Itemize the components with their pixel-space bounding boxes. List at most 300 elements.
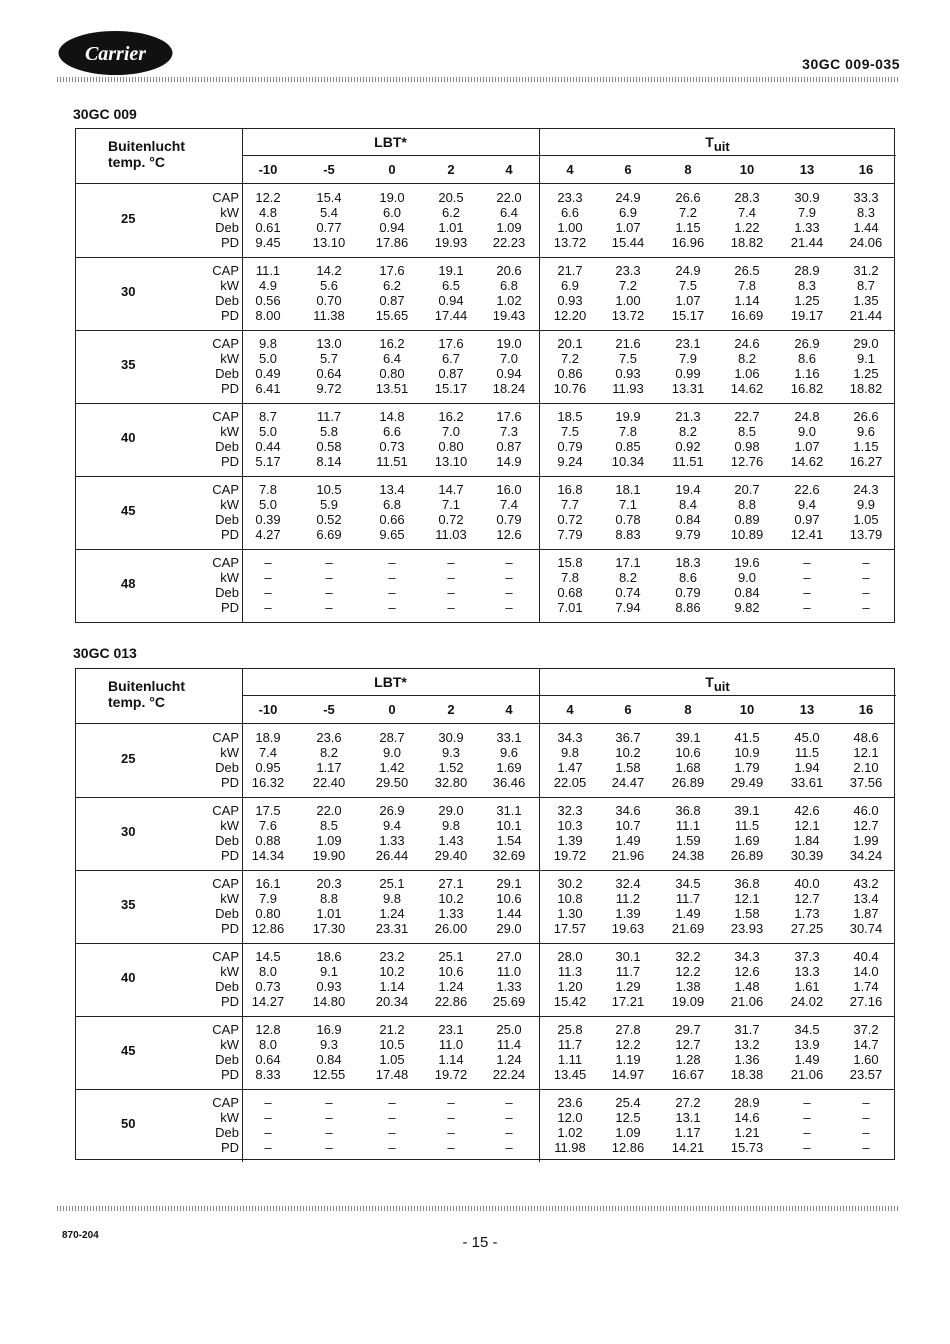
table-cell: 36.46 — [492, 775, 526, 790]
table-cell: 36.7 — [615, 730, 641, 745]
table-cell: 30.2 — [557, 876, 583, 891]
table-cell: 31.1 — [496, 803, 522, 818]
table-cell: – — [447, 585, 455, 600]
table-cell: 19.09 — [671, 994, 705, 1009]
outdoor-temp-label: 35 — [121, 897, 136, 912]
table-cell: 8.6 — [797, 351, 817, 366]
tuit-column-header: 8 — [684, 702, 692, 717]
table-row — [76, 235, 894, 250]
table-row — [76, 205, 894, 220]
table-cell: 1.07 — [675, 293, 701, 308]
table-cell: 11.03 — [435, 527, 467, 542]
table-cell: 13.4 — [379, 482, 405, 497]
table-cell: 26.89 — [730, 848, 764, 863]
table-row — [76, 1052, 894, 1067]
table-cell: 17.1 — [615, 555, 641, 570]
table-cell: 0.72 — [557, 512, 583, 527]
table-cell: 1.49 — [615, 833, 641, 848]
group-separator — [76, 797, 894, 798]
table-cell: 9.8 — [382, 891, 402, 906]
table-cell: 5.8 — [319, 424, 339, 439]
table-cell: 11.5 — [794, 745, 820, 760]
corner-line-2: temp. °C — [108, 154, 165, 170]
table-cell: 1.06 — [734, 366, 760, 381]
table-cell: 24.3 — [853, 482, 879, 497]
table-cell: 5.0 — [258, 497, 278, 512]
table-cell: – — [264, 1140, 272, 1155]
temperature-group — [76, 1016, 894, 1089]
table-cell: 27.0 — [496, 949, 522, 964]
table-row — [76, 730, 894, 745]
row-label: PD — [220, 921, 239, 936]
row-label: kW — [220, 1037, 239, 1052]
table-cell: 1.20 — [557, 979, 583, 994]
table-cell: 11.5 — [734, 818, 760, 833]
table-row — [76, 745, 894, 760]
row-label: Deb — [215, 366, 239, 381]
table-cell: 5.4 — [319, 205, 339, 220]
table-cell: 10.5 — [316, 482, 342, 497]
table-cell: 24.38 — [671, 848, 705, 863]
table-cell: 23.1 — [675, 336, 701, 351]
table-cell: 12.2 — [675, 964, 701, 979]
table-row — [76, 220, 894, 235]
table-row — [76, 381, 894, 396]
tuit-column-header: 10 — [739, 162, 755, 177]
table-cell: 5.0 — [258, 351, 278, 366]
row-label: CAP — [212, 1022, 239, 1037]
row-label: Deb — [215, 439, 239, 454]
temperature-group — [76, 724, 894, 797]
table-cell: 15.17 — [434, 381, 468, 396]
row-label: CAP — [212, 336, 239, 351]
table-cell: 1.33 — [496, 979, 522, 994]
table-cell: 30.1 — [615, 949, 641, 964]
table-row — [76, 1110, 894, 1125]
table-cell: 23.3 — [557, 190, 583, 205]
table-cell: 34.3 — [734, 949, 760, 964]
temperature-group — [76, 549, 894, 622]
table-cell: – — [325, 1140, 333, 1155]
lbt-column-header: -10 — [258, 702, 278, 717]
table-cell: 1.58 — [615, 760, 641, 775]
table-cell: 40.0 — [794, 876, 820, 891]
table-cell: 23.2 — [379, 949, 405, 964]
table-cell: 1.39 — [615, 906, 641, 921]
table-cell: 0.68 — [557, 585, 583, 600]
row-label: kW — [220, 745, 239, 760]
table-cell: 16.2 — [379, 336, 405, 351]
table-cell: 37.3 — [794, 949, 820, 964]
table-cell: 7.5 — [618, 351, 638, 366]
table-cell: 33.3 — [853, 190, 879, 205]
table-cell: 11.51 — [672, 454, 704, 469]
table-cell: 12.55 — [312, 1067, 346, 1082]
table-cell: 41.5 — [734, 730, 760, 745]
table-cell: 12.86 — [611, 1140, 645, 1155]
data-table-30gc-009 — [75, 128, 895, 623]
table-row — [76, 760, 894, 775]
table-cell: 9.0 — [737, 570, 757, 585]
table-cell: 28.7 — [379, 730, 405, 745]
table-cell: 17.30 — [312, 921, 346, 936]
table-cell: 12.6 — [496, 527, 522, 542]
row-label: CAP — [212, 876, 239, 891]
table-cell: 1.05 — [853, 512, 879, 527]
table-cell: 14.0 — [853, 964, 879, 979]
table-cell: 25.0 — [496, 1022, 522, 1037]
table-cell: 9.9 — [856, 497, 876, 512]
table-cell: 10.6 — [496, 891, 522, 906]
row-label: CAP — [212, 482, 239, 497]
table-cell: 16.1 — [255, 876, 281, 891]
table-cell: 1.59 — [675, 833, 701, 848]
table-cell: 8.7 — [258, 409, 278, 424]
table-cell: – — [388, 1095, 396, 1110]
table-cell: 22.0 — [496, 190, 522, 205]
table-cell: 26.6 — [675, 190, 701, 205]
table-cell: 1.01 — [316, 906, 342, 921]
temperature-group — [76, 943, 894, 1016]
table-cell: 16.67 — [671, 1067, 705, 1082]
table-cell: 10.1 — [496, 818, 522, 833]
table-cell: 1.02 — [496, 293, 522, 308]
table-cell: 11.1 — [255, 263, 281, 278]
table-row — [76, 366, 894, 381]
row-label: PD — [220, 775, 239, 790]
table-cell: 1.01 — [438, 220, 464, 235]
table-cell: 1.39 — [557, 833, 583, 848]
table-cell: 0.44 — [255, 439, 281, 454]
table-cell: 12.1 — [734, 891, 760, 906]
table-cell: 11.0 — [438, 1037, 464, 1052]
table-cell: 1.49 — [794, 1052, 820, 1067]
temperature-group — [76, 870, 894, 943]
table-cell: 7.8 — [737, 278, 757, 293]
table-cell: – — [264, 585, 272, 600]
table-cell: 9.72 — [316, 381, 342, 396]
table-row — [76, 876, 894, 891]
table-cell: 5.9 — [319, 497, 339, 512]
table-cell: 8.4 — [678, 497, 698, 512]
table-cell: 8.7 — [856, 278, 876, 293]
table-row — [76, 1022, 894, 1037]
table-cell: 27.8 — [615, 1022, 641, 1037]
table-cell: 1.69 — [496, 760, 522, 775]
table-cell: – — [803, 555, 811, 570]
table-cell: 1.17 — [316, 760, 342, 775]
tuit-column-header: 10 — [739, 702, 755, 717]
table-cell: – — [505, 570, 513, 585]
table-cell: 27.1 — [438, 876, 464, 891]
table-cell: 13.4 — [853, 891, 879, 906]
table-row — [76, 424, 894, 439]
table-cell: 1.24 — [379, 906, 405, 921]
table-row — [76, 308, 894, 323]
table-cell: 0.56 — [255, 293, 281, 308]
table-cell: – — [862, 600, 870, 615]
table-cell: 12.7 — [794, 891, 820, 906]
table-cell: 24.8 — [794, 409, 820, 424]
table-cell: 8.83 — [615, 527, 641, 542]
table-cell: 10.89 — [730, 527, 764, 542]
table-cell: 43.2 — [853, 876, 879, 891]
table-row — [76, 293, 894, 308]
table-cell: 18.1 — [615, 482, 641, 497]
table-cell: – — [803, 600, 811, 615]
table-cell: 17.86 — [375, 235, 409, 250]
table-cell: 0.87 — [496, 439, 522, 454]
table-cell: 30.9 — [438, 730, 464, 745]
table-cell: 1.33 — [438, 906, 464, 921]
lbt-column-header: -5 — [323, 702, 335, 717]
table-cell: 9.6 — [499, 745, 519, 760]
table-cell: 16.8 — [557, 482, 583, 497]
table-row — [76, 600, 894, 615]
table-cell: 42.6 — [794, 803, 820, 818]
table-cell: 0.79 — [557, 439, 583, 454]
table-cell: 12.2 — [255, 190, 281, 205]
table-cell: 11.93 — [612, 381, 644, 396]
row-label: kW — [220, 1110, 239, 1125]
table-cell: 1.60 — [853, 1052, 879, 1067]
table-cell: 0.77 — [316, 220, 342, 235]
table-cell: 6.8 — [382, 497, 402, 512]
table-cell: 29.0 — [496, 921, 522, 936]
outdoor-temp-label: 25 — [121, 751, 136, 766]
table-row — [76, 351, 894, 366]
table-cell: 7.79 — [557, 527, 583, 542]
table-cell: 14.34 — [251, 848, 285, 863]
table-cell: 6.2 — [441, 205, 461, 220]
table-cell: 10.5 — [379, 1037, 405, 1052]
table-cell: 0.80 — [255, 906, 281, 921]
table-cell: 13.3 — [794, 964, 820, 979]
table-cell: 9.8 — [258, 336, 278, 351]
table-cell: 1.16 — [794, 366, 820, 381]
table-cell: – — [388, 1125, 396, 1140]
row-label: Deb — [215, 906, 239, 921]
table-cell: 0.87 — [379, 293, 405, 308]
table-title-30gc-013: 30GC 013 — [73, 645, 137, 661]
table-cell: 17.6 — [496, 409, 522, 424]
table-cell: 23.1 — [438, 1022, 464, 1037]
table-cell: 0.87 — [438, 366, 464, 381]
table-cell: – — [325, 1125, 333, 1140]
tuit-column-header: 8 — [684, 162, 692, 177]
table-cell: 0.61 — [255, 220, 281, 235]
table-cell: 9.1 — [856, 351, 876, 366]
table-cell: 30.39 — [790, 848, 824, 863]
table-cell: 21.2 — [379, 1022, 405, 1037]
table-cell: 25.4 — [615, 1095, 641, 1110]
table-cell: 9.8 — [560, 745, 580, 760]
table-cell: 1.69 — [734, 833, 760, 848]
table-cell: 17.5 — [255, 803, 281, 818]
table-cell: 24.9 — [675, 263, 701, 278]
table-cell: 6.9 — [618, 205, 638, 220]
carrier-logo — [57, 28, 174, 78]
row-label: kW — [220, 818, 239, 833]
table-cell: 1.84 — [794, 833, 820, 848]
table-row — [76, 527, 894, 542]
table-cell: 9.0 — [797, 424, 817, 439]
table-cell: 25.8 — [557, 1022, 583, 1037]
table-cell: 1.99 — [853, 833, 879, 848]
table-cell: 22.7 — [734, 409, 760, 424]
table-cell: 14.8 — [379, 409, 405, 424]
footer-rule — [57, 1206, 900, 1211]
table-cell: 9.82 — [734, 600, 760, 615]
table-cell: 1.48 — [734, 979, 760, 994]
table-cell: 20.1 — [557, 336, 583, 351]
table-cell: 21.44 — [790, 235, 824, 250]
table-cell: 37.2 — [853, 1022, 879, 1037]
table-cell: 4.27 — [255, 527, 281, 542]
temperature-group — [76, 1089, 894, 1162]
table-cell: 26.5 — [734, 263, 760, 278]
table-cell: 11.38 — [313, 308, 345, 323]
table-cell: 12.86 — [251, 921, 285, 936]
table-cell: 0.79 — [675, 585, 701, 600]
table-cell: 7.2 — [560, 351, 580, 366]
table-cell: 19.9 — [615, 409, 641, 424]
table-cell: 7.4 — [499, 497, 519, 512]
table-cell: 11.7 — [675, 891, 701, 906]
table-cell: – — [388, 555, 396, 570]
table-cell: 16.32 — [251, 775, 285, 790]
table-cell: 0.97 — [794, 512, 820, 527]
table-cell: 9.6 — [856, 424, 876, 439]
table-cell: 7.0 — [441, 424, 461, 439]
table-cell: – — [264, 570, 272, 585]
lbt-column-header: 4 — [505, 702, 513, 717]
row-label: kW — [220, 891, 239, 906]
table-cell: 1.58 — [734, 906, 760, 921]
table-cell: 1.74 — [853, 979, 879, 994]
row-label: CAP — [212, 730, 239, 745]
table-cell: – — [447, 1095, 455, 1110]
table-cell: 0.89 — [734, 512, 760, 527]
data-table-30gc-013 — [75, 668, 895, 1160]
table-cell: 21.96 — [611, 848, 645, 863]
table-cell: 10.2 — [379, 964, 405, 979]
table-cell: 27.16 — [849, 994, 883, 1009]
table-cell: – — [325, 600, 333, 615]
table-cell: 16.2 — [438, 409, 464, 424]
table-cell: 15.4 — [316, 190, 342, 205]
table-cell: 11.7 — [557, 1037, 583, 1052]
table-cell: 1.44 — [496, 906, 522, 921]
table-cell: 1.14 — [734, 293, 760, 308]
table-row — [76, 1125, 894, 1140]
table-cell: 20.7 — [734, 482, 760, 497]
group-separator — [76, 870, 894, 871]
row-label: kW — [220, 570, 239, 585]
table-cell: 9.45 — [255, 235, 281, 250]
table-cell: 11.2 — [615, 891, 641, 906]
table-cell: 7.2 — [618, 278, 638, 293]
table-cell: 14.27 — [251, 994, 285, 1009]
tuit-group-header: Tuit — [705, 134, 730, 154]
row-label: kW — [220, 351, 239, 366]
table-cell: 1.29 — [615, 979, 641, 994]
table-cell: 4.9 — [258, 278, 278, 293]
table-cell: 0.78 — [615, 512, 641, 527]
table-cell: 6.2 — [382, 278, 402, 293]
table-cell: 1.24 — [496, 1052, 522, 1067]
table-cell: 18.6 — [316, 949, 342, 964]
table-cell: 7.7 — [560, 497, 580, 512]
table-cell: 19.1 — [438, 263, 464, 278]
table-cell: 12.2 — [615, 1037, 641, 1052]
table-cell: 22.40 — [312, 775, 346, 790]
table-cell: 6.69 — [316, 527, 342, 542]
table-cell: 10.76 — [553, 381, 587, 396]
table-cell: 6.6 — [382, 424, 402, 439]
table-cell: 0.73 — [379, 439, 405, 454]
temperature-group — [76, 403, 894, 476]
table-cell: – — [505, 1140, 513, 1155]
table-cell: 1.68 — [675, 760, 701, 775]
table-cell: 14.5 — [255, 949, 281, 964]
table-cell: 0.88 — [255, 833, 281, 848]
table-cell: 29.0 — [853, 336, 879, 351]
table-cell: – — [264, 1110, 272, 1125]
table-cell: 7.1 — [618, 497, 638, 512]
table-cell: 9.3 — [319, 1037, 339, 1052]
table-cell: 0.93 — [615, 366, 641, 381]
table-cell: 29.49 — [730, 775, 764, 790]
table-cell: 33.1 — [496, 730, 522, 745]
table-cell: 5.7 — [319, 351, 339, 366]
table-cell: 6.7 — [441, 351, 461, 366]
table-cell: 8.5 — [737, 424, 757, 439]
table-cell: – — [803, 1110, 811, 1125]
table-row — [76, 1140, 894, 1155]
table-cell: 28.3 — [734, 190, 760, 205]
table-cell: 20.5 — [438, 190, 464, 205]
row-label: PD — [220, 308, 239, 323]
table-cell: 0.95 — [255, 760, 281, 775]
footer-document-code: 870-204 — [62, 1230, 99, 1241]
group-separator — [76, 403, 894, 404]
table-cell: 12.1 — [853, 745, 879, 760]
table-cell: 1.33 — [794, 220, 820, 235]
table-cell: 14.21 — [671, 1140, 705, 1155]
outdoor-temp-label: 45 — [121, 503, 136, 518]
table-cell: – — [862, 570, 870, 585]
table-cell: – — [862, 1110, 870, 1125]
table-cell: 0.70 — [316, 293, 342, 308]
outdoor-temp-label: 40 — [121, 430, 136, 445]
row-label: kW — [220, 424, 239, 439]
tuit-column-header: 13 — [799, 162, 815, 177]
table-cell: 15.44 — [611, 235, 645, 250]
table-cell: 14.9 — [496, 454, 522, 469]
table-cell: 23.6 — [316, 730, 342, 745]
row-label: CAP — [212, 190, 239, 205]
table-row — [76, 497, 894, 512]
row-label: CAP — [212, 555, 239, 570]
table-cell: 20.3 — [316, 876, 342, 891]
table-cell: 7.5 — [678, 278, 698, 293]
row-label: Deb — [215, 512, 239, 527]
grid-line — [242, 695, 896, 696]
table-cell: 23.3 — [615, 263, 641, 278]
table-cell: 23.57 — [849, 1067, 883, 1082]
table-row — [76, 1037, 894, 1052]
